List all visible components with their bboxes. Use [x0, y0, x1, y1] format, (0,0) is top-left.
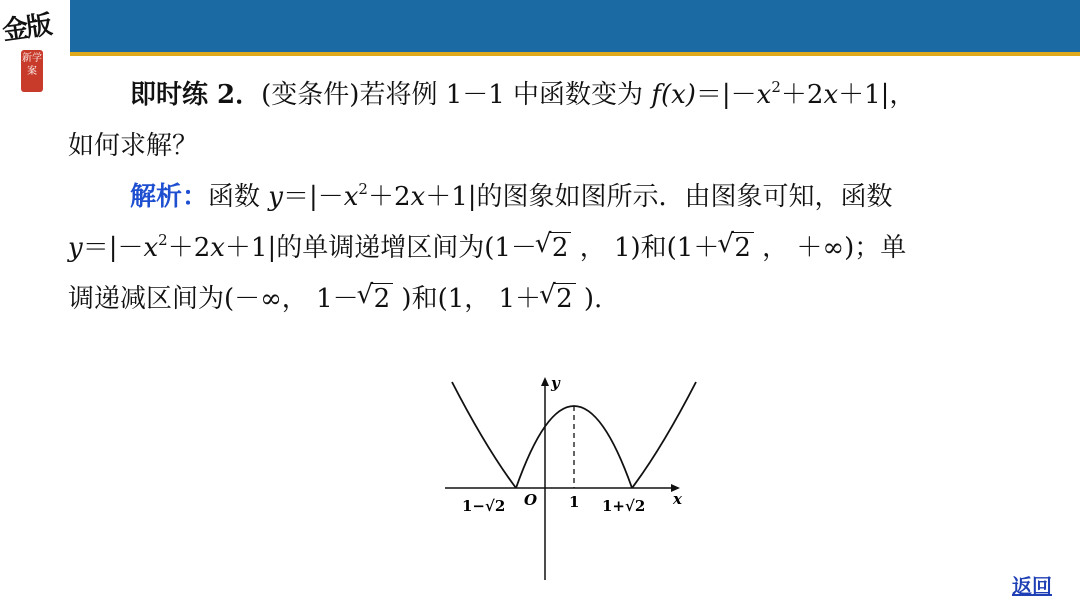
- analysis-text: ， 1)和(1＋: [571, 233, 720, 263]
- func-eq: ＝|－: [695, 80, 757, 110]
- question-line: [68, 121, 1028, 172]
- curve-right-branch: [632, 382, 696, 488]
- origin-label: O: [524, 491, 538, 509]
- practice-question: 如何求解？: [68, 131, 199, 161]
- header-accent-line: [70, 52, 1080, 56]
- tick-label-1: 1: [569, 493, 580, 511]
- analysis-text: ， ＋∞)；单: [753, 233, 907, 263]
- analysis-x: x: [210, 233, 225, 263]
- practice-intro: (变条件)若将例 1－1 中函数变为: [261, 80, 652, 110]
- analysis-text: 调递减区间为(－∞， 1－: [68, 284, 359, 314]
- analysis-x: x: [143, 233, 159, 263]
- logo-seal: 新学案: [21, 50, 43, 92]
- analysis-y: y: [68, 233, 83, 263]
- sqrt-symbol: [537, 223, 572, 274]
- x-axis-label: x: [673, 490, 682, 508]
- function-graph: [440, 370, 710, 585]
- func-exp: 2: [771, 78, 781, 96]
- tick-label-right-root: 1+√2: [602, 497, 646, 515]
- analysis-text: ).: [575, 284, 603, 314]
- analysis-text: 函数: [208, 182, 269, 212]
- analysis-x: x: [410, 182, 426, 212]
- sqrt-value: 2: [371, 283, 394, 314]
- analysis-x: x: [343, 182, 359, 212]
- analysis-line-3: [68, 274, 1028, 325]
- sqrt-value: 2: [549, 232, 572, 263]
- practice-label: 即时练 2．: [130, 80, 262, 110]
- return-link[interactable]: 返回: [1012, 574, 1052, 598]
- sqrt-symbol: [359, 274, 394, 325]
- publisher-logo: [0, 0, 70, 100]
- func-arg: (x): [660, 80, 696, 110]
- analysis-line-2: [68, 223, 1028, 274]
- analysis-text: ＋1|的图象如图所示．由图象可知，函数: [425, 182, 893, 212]
- header-bar: [70, 0, 1080, 52]
- func-rest: ＋2: [780, 80, 824, 110]
- analysis-exp: 2: [158, 231, 168, 249]
- y-axis-arrow: [541, 377, 549, 386]
- y-axis-label: y: [551, 374, 560, 392]
- curve-left-branch: [452, 382, 516, 488]
- analysis-line-1: [68, 172, 1028, 223]
- sqrt-symbol: [541, 274, 576, 325]
- logo-title: 金版: [0, 10, 53, 47]
- analysis-text: ＋2: [367, 182, 411, 212]
- sqrt-symbol: [719, 223, 754, 274]
- analysis-text: ＝|－: [282, 182, 344, 212]
- sqrt-value: 2: [731, 232, 754, 263]
- analysis-exp: 2: [358, 180, 368, 198]
- analysis-y: y: [268, 182, 283, 212]
- analysis-text: ＋1|的单调递增区间为(1－: [224, 233, 537, 263]
- func-tail: ＋1|，: [838, 80, 916, 110]
- analysis-text: ＋2: [167, 233, 211, 263]
- analysis-text: ＝|－: [82, 233, 144, 263]
- analysis-label: 解析：: [130, 182, 209, 212]
- slide-content: [68, 70, 1028, 325]
- sqrt-value: 2: [553, 283, 576, 314]
- analysis-text: )和(1， 1＋: [393, 284, 542, 314]
- func-x: x: [756, 80, 772, 110]
- func-x2: x: [823, 80, 839, 110]
- func-name: f: [651, 80, 661, 110]
- tick-label-left-root: 1−√2: [462, 497, 506, 515]
- practice-line: [68, 70, 1028, 121]
